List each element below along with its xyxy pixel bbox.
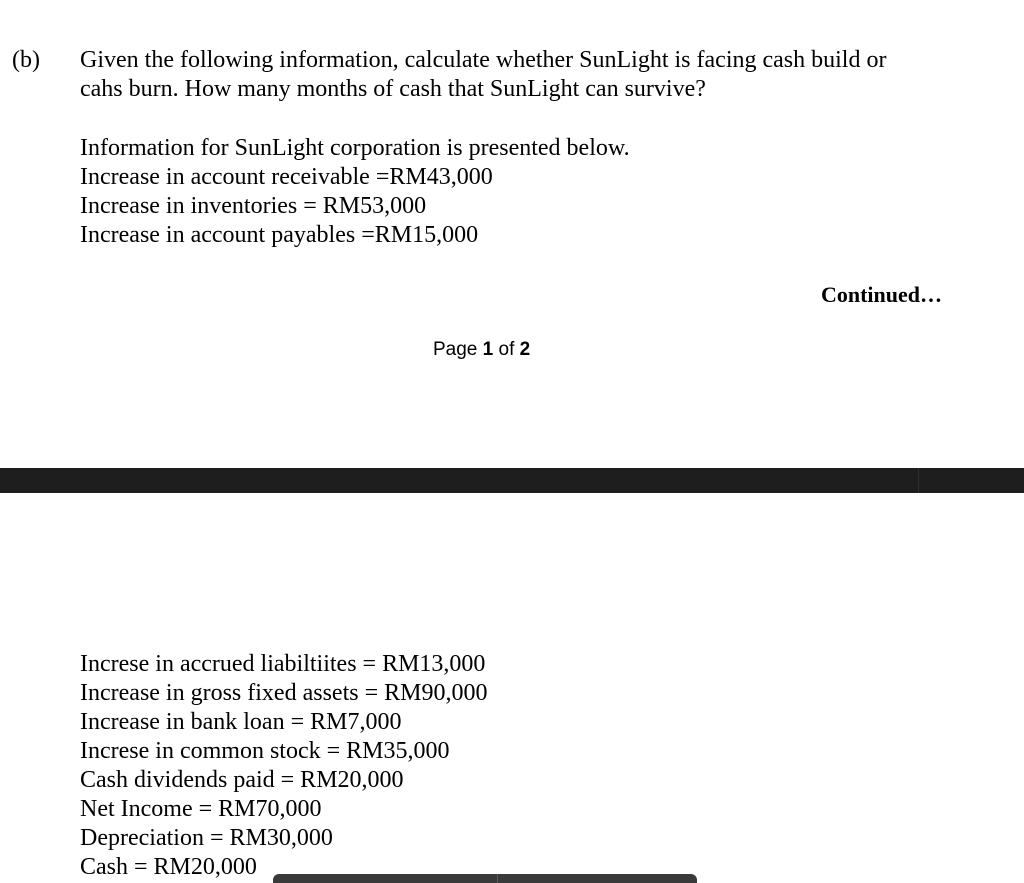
page-of: of xyxy=(493,339,520,360)
info-item-inventories: Increase in inventories = RM53,000 xyxy=(80,193,427,219)
info-item-cash-dividends: Cash dividends paid = RM20,000 xyxy=(80,767,404,793)
info-item-bank-loan: Increase in bank loan = RM7,000 xyxy=(80,709,402,735)
question-prompt-line-1: Given the following information, calculate whether SunLight is facing cash build or xyxy=(80,47,887,73)
page-prefix: Page xyxy=(433,339,483,360)
page-total: 2 xyxy=(519,339,531,360)
continued-label: Continued… xyxy=(820,282,942,307)
page-current: 1 xyxy=(482,339,494,360)
info-item-net-income: Net Income = RM70,000 xyxy=(80,796,322,822)
info-item-cash: Cash = RM20,000 xyxy=(80,854,257,880)
page-break-seam xyxy=(918,468,919,493)
bottom-toolbar-divider xyxy=(497,874,498,883)
info-intro: Information for SunLight corporation is presented below. xyxy=(80,135,630,161)
question-label: (b) xyxy=(12,47,40,73)
page-break-bar xyxy=(0,468,1024,493)
page-number xyxy=(433,338,530,362)
info-item-common-stock: Increse in common stock = RM35,000 xyxy=(80,738,450,764)
question-prompt-line-2: cahs burn. How many months of cash that SunLight can survive? xyxy=(80,76,706,102)
info-item-account-receivable: Increase in account receivable =RM43,000 xyxy=(80,164,493,190)
bottom-toolbar[interactable] xyxy=(273,874,697,883)
info-item-accrued-liabilities: Increse in accrued liabiltiites = RM13,000 xyxy=(80,651,486,677)
info-item-gross-fixed-assets: Increase in gross fixed assets = RM90,000 xyxy=(80,680,488,706)
info-item-account-payables: Increase in account payables =RM15,000 xyxy=(80,222,479,248)
info-item-depreciation: Depreciation = RM30,000 xyxy=(80,825,333,851)
